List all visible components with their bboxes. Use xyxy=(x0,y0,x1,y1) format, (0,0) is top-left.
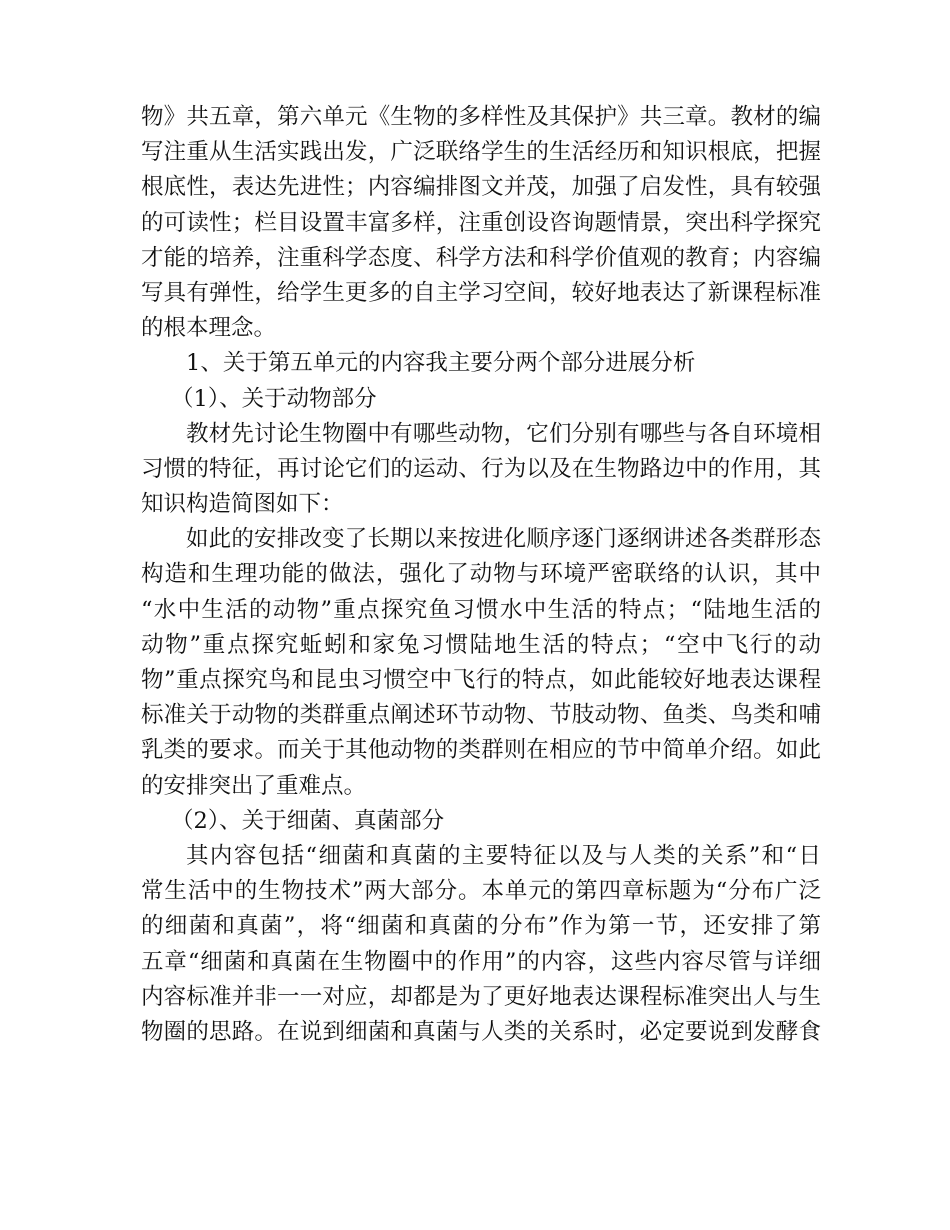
text-line-content: 内容标准并非一一对应，却都是为了更好地表达课程标准突出人与生 xyxy=(141,983,822,1010)
text-line-content: 习惯的特征，再讨论它们的运动、行为以及在生物路边中的作用，其 xyxy=(141,455,822,482)
text-line xyxy=(141,170,821,205)
text-line-content: 物》共五章，第六单元《生物的多样性及其保护》共三章。教材的编 xyxy=(141,104,822,130)
text-line-content: 写具有弹性，给学生更多的自主学习空间，较好地表达了新课程标准 xyxy=(141,279,822,306)
text-line-content: 才能的培养，注重科学态度、科学方法和科学价值观的教育；内容编 xyxy=(141,244,822,271)
text-line-content: 的可读性；栏目设置丰富多样，注重创设咨询题情景，突出科学探究 xyxy=(141,209,822,236)
text-line xyxy=(141,874,821,909)
text-line xyxy=(141,769,821,804)
text-line xyxy=(141,241,821,276)
text-line xyxy=(141,980,821,1015)
text-line xyxy=(141,557,821,592)
text-line-content: 的安排突出了重难点。 xyxy=(141,772,367,799)
text-line xyxy=(141,452,821,487)
text-line-content: 物”重点探究鸟和昆虫习惯空中飞行的特点，如此能较好地表达课程 xyxy=(141,667,822,693)
text-line xyxy=(141,945,821,980)
text-line-content: 常生活中的生物技术”两大部分。本单元的第四章标题为“分布广泛 xyxy=(141,878,822,905)
text-line-content: 如此的安排改变了长期以来按进化顺序逐门逐纲讲述各类群形态 xyxy=(186,526,822,553)
text-line xyxy=(141,839,821,874)
text-line-content: 的根本理念。 xyxy=(141,315,277,342)
text-line-content: 构造和生理功能的做法，强化了动物与环境严密联络的认识，其中 xyxy=(141,561,822,588)
text-line xyxy=(141,909,821,944)
text-line-content: 乳类的要求。而关于其他动物的类群则在相应的节中简单介绍。如此 xyxy=(141,737,822,764)
text-line xyxy=(141,382,821,417)
text-line-content: 写注重从生活实践出发，广泛联络学生的生活经历和知识根底，把握 xyxy=(141,139,822,166)
text-line-content: 1、关于第五单元的内容我主要分两个部分进展分析 xyxy=(186,350,696,377)
text-line xyxy=(141,487,821,522)
text-line xyxy=(141,733,821,768)
text-line xyxy=(141,100,821,135)
text-line xyxy=(141,628,821,663)
text-line-content: 物圈的思路。在说到细菌和真菌与人类的关系时，必定要说到发酵食 xyxy=(141,1018,822,1045)
text-line xyxy=(141,804,821,839)
text-line xyxy=(141,698,821,733)
text-line xyxy=(141,1015,821,1050)
text-line-content: 标准关于动物的类群重点阐述环节动物、节肢动物、鱼类、鸟类和哺 xyxy=(141,702,822,729)
text-line-content: （1）、关于动物部分 xyxy=(171,385,377,412)
text-line-content: （2）、关于细菌、真菌部分 xyxy=(171,807,445,834)
text-line-content: “水中生活的动物”重点探究鱼习惯水中生活的特点；“陆地生活的 xyxy=(141,596,823,623)
document-body xyxy=(141,100,821,1050)
text-line xyxy=(141,311,821,346)
text-line-content: 其内容包括“细菌和真菌的主要特征以及与人类的关系”和“日 xyxy=(186,842,823,869)
text-line xyxy=(141,417,821,452)
text-line xyxy=(141,346,821,381)
text-line xyxy=(141,522,821,557)
text-line-content: 根底性，表达先进性；内容编排图文并茂，加强了启发性，具有较强 xyxy=(141,174,822,201)
text-line xyxy=(141,663,821,698)
text-line-content: 五章“细菌和真菌在生物圈中的作用”的内容，这些内容尽管与详细 xyxy=(141,948,822,975)
text-line xyxy=(141,276,821,311)
text-line-content: 的细菌和真菌”，将“细菌和真菌的分布”作为第一节，还安排了第 xyxy=(141,913,823,940)
text-line xyxy=(141,593,821,628)
text-line xyxy=(141,135,821,170)
text-line-content: 知识构造简图如下： xyxy=(141,491,344,518)
text-line xyxy=(141,206,821,241)
text-line-content: 教材先讨论生物圈中有哪些动物，它们分别有哪些与各自环境相 xyxy=(186,420,822,447)
text-line-content: 动物”重点探究蚯蚓和家兔习惯陆地生活的特点；“空中飞行的动 xyxy=(141,631,823,658)
